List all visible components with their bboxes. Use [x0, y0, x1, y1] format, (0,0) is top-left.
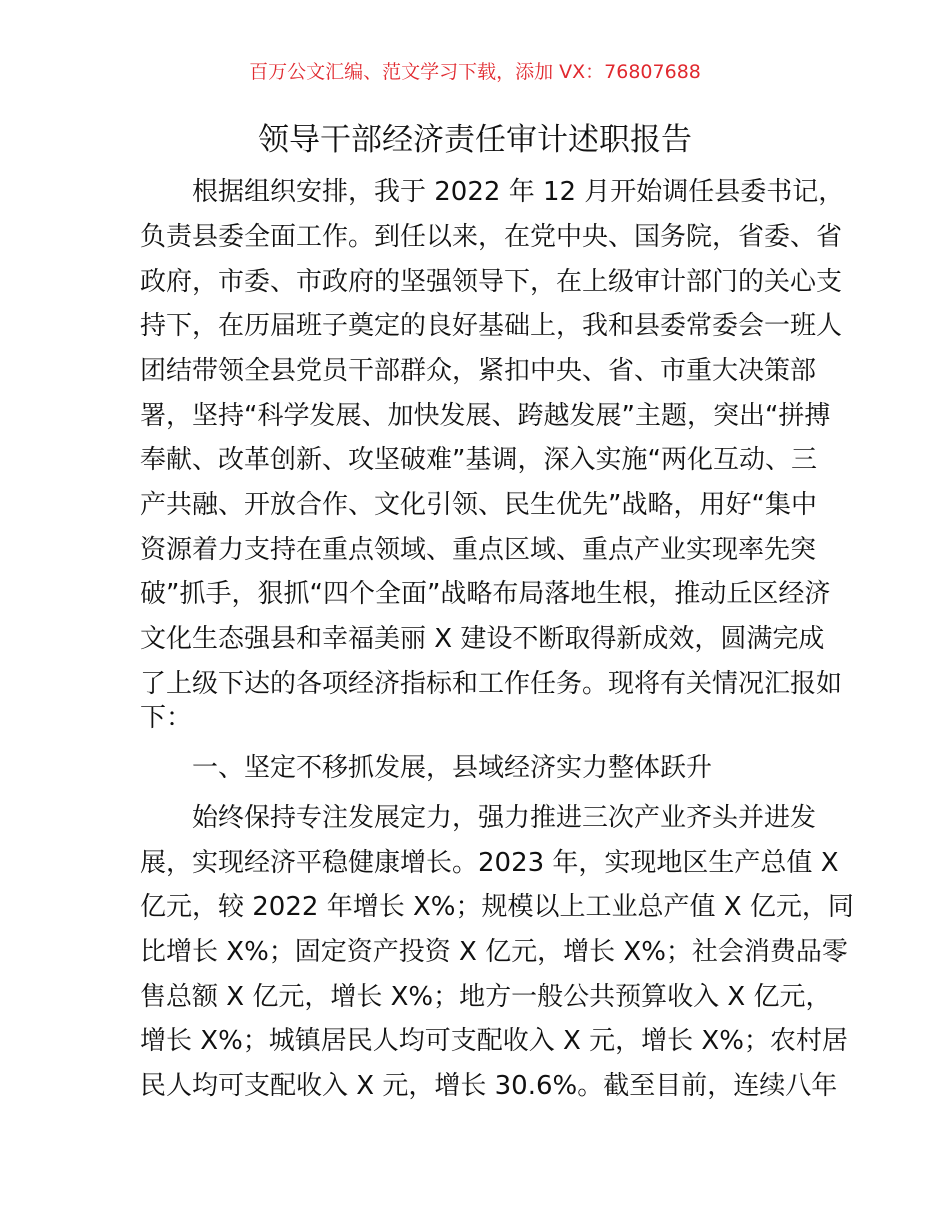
intro-paragraph-line: 下：	[140, 703, 193, 733]
intro-paragraph-line: 持下，在历届班子奠定的良好基础上，我和县委常委会一班人	[140, 311, 843, 341]
document-title: 领导干部经济责任审计述职报告	[258, 122, 692, 158]
intro-paragraph-line: 资源着力支持在重点领域、重点区域、重点产业实现率先突	[140, 535, 817, 565]
watermark-banner: 百万公文汇编、范文学习下载，添加 VX：76807688	[249, 61, 701, 83]
intro-paragraph-line: 根据组织安排，我于 2022 年 12 月开始调任县委书记，	[192, 177, 845, 207]
intro-paragraph-line: 政府，市委、市政府的坚强领导下，在上级审计部门的关心支	[140, 267, 843, 297]
section-paragraph-line: 民人均可支配收入 X 元，增长 30.6%。截至目前，连续八年	[140, 1071, 838, 1101]
section-paragraph-line: 亿元，较 2022 年增长 X%；规模以上工业总产值 X 亿元，同	[140, 892, 854, 922]
section-heading-line: 一、坚定不移抓发展，县域经济实力整体跃升	[192, 753, 713, 783]
section-paragraph-line: 始终保持专注发展定力，强力推进三次产业齐头并进发	[192, 803, 817, 833]
section-paragraph-line: 增长 X%；城镇居民人均可支配收入 X 元，增长 X%；农村居	[140, 1026, 848, 1056]
intro-paragraph-line: 奉献、改革创新、攻坚破难”基调，深入实施“两化互动、三	[140, 445, 817, 475]
intro-paragraph-line: 破”抓手，狠抓“四个全面”战略布局落地生根，推动丘区经济	[140, 579, 831, 609]
intro-paragraph-line: 文化生态强县和幸福美丽 X 建设不断取得新成效，圆满完成	[140, 624, 825, 654]
section-paragraph-line: 售总额 X 亿元，增长 X%；地方一般公共预算收入 X 亿元，	[140, 982, 832, 1012]
section-paragraph-line: 比增长 X%；固定资产投资 X 亿元，增长 X%；社会消费品零	[140, 937, 848, 967]
intro-paragraph-line: 负责县委全面工作。到任以来，在党中央、国务院，省委、省	[140, 222, 843, 252]
intro-paragraph-line: 了上级下达的各项经济指标和工作任务。现将有关情况汇报如	[140, 669, 843, 699]
intro-paragraph-line: 署，坚持“科学发展、加快发展、跨越发展”主题，突出“拼搏	[140, 401, 831, 431]
intro-paragraph-line: 产共融、开放合作、文化引领、民生优先”战略，用好“集中	[140, 490, 817, 520]
intro-paragraph-line: 团结带领全县党员干部群众，紧扣中央、省、市重大决策部	[140, 356, 817, 386]
section-paragraph-line: 展，实现经济平稳健康增长。2023 年，实现地区生产总值 X	[140, 848, 839, 878]
